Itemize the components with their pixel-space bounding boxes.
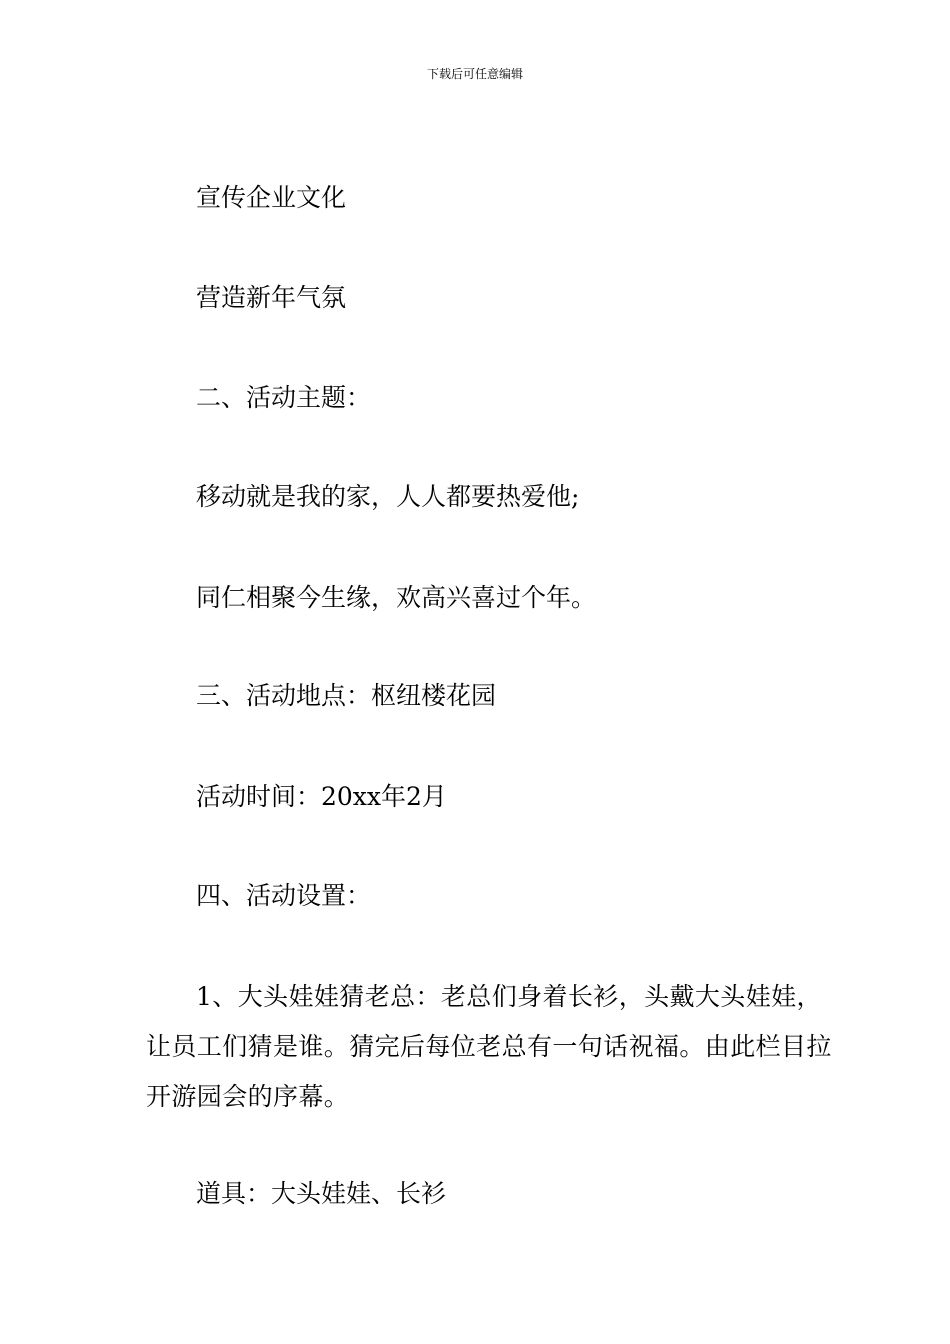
text-line-purpose-2: 营造新年气氛 (196, 283, 347, 312)
text-line-theme-2: 同仁相聚今生缘，欢高兴喜过个年。 (196, 583, 597, 612)
text-line-time: 活动时间：20xx年2月 (196, 782, 447, 811)
text-line-theme-1: 移动就是我的家，人人都要热爱他; (196, 482, 580, 511)
paragraph-activity-1: 1、大头娃娃猜老总：老总们身着长衫，头戴大头娃娃，让员工们猜是谁。猜完后每位老总有一句话祝福。由此栏目拉开游园会的序幕。 (146, 982, 832, 1111)
text-line-purpose-1: 宣传企业文化 (196, 183, 347, 212)
section-heading-theme: 二、活动主题： (196, 383, 372, 412)
page-header-note: 下载后可任意编辑 (426, 67, 523, 81)
text-line-props: 道具：大头娃娃、长衫 (196, 1179, 447, 1208)
section-heading-location: 三、活动地点：枢纽楼花园 (196, 681, 497, 710)
section-heading-setup: 四、活动设置： (196, 881, 372, 910)
